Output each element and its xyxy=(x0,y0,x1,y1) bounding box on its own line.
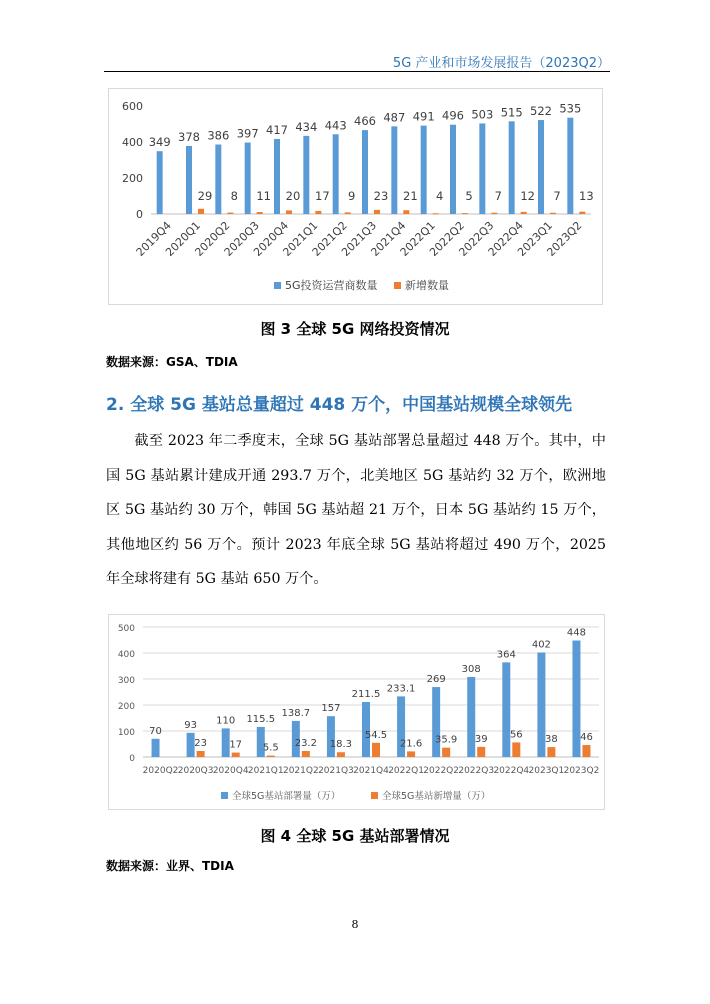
data-label-series1: 110 xyxy=(216,715,236,727)
data-label-series1: 115.5 xyxy=(246,713,276,725)
x-tick-label: 2022Q3 xyxy=(458,766,495,776)
x-tick-label: 2020Q2 xyxy=(192,218,233,259)
bar-2023Q1-series2 xyxy=(547,747,555,757)
chart-5g-operators-svg xyxy=(109,89,602,304)
bar-2020Q2-series1 xyxy=(215,145,221,214)
data-label-series2: 8 xyxy=(230,189,238,203)
x-tick-label: 2021Q3 xyxy=(339,218,380,259)
bar-2021Q1-series2 xyxy=(267,756,275,757)
data-label-series1: 138.7 xyxy=(281,707,311,719)
x-tick-label: 2023Q2 xyxy=(544,218,585,259)
bar-2022Q1-series1 xyxy=(421,126,427,214)
bar-2021Q2-series2 xyxy=(302,751,310,757)
header-rule xyxy=(104,71,610,72)
data-label-series1: 233.1 xyxy=(386,683,416,695)
figure-3-source: 数据来源：GSA、TDIA xyxy=(106,355,238,369)
x-tick-label: 2019Q4 xyxy=(133,218,174,259)
bar-2020Q4-series2 xyxy=(286,210,292,214)
legend-swatch xyxy=(394,282,401,289)
data-label-series1: 522 xyxy=(530,104,552,119)
legend-label: 全球5G基站部署量（万） xyxy=(232,791,341,802)
bar-2022Q4-series1 xyxy=(502,662,510,757)
bar-2022Q3-series1 xyxy=(479,123,485,214)
bar-2022Q2-series2 xyxy=(442,748,450,757)
data-label-series2: 39 xyxy=(474,733,488,745)
bar-2022Q2-series2 xyxy=(462,213,468,214)
data-label-series2: 54.5 xyxy=(364,729,388,741)
x-tick-label: 2020Q4 xyxy=(212,766,249,776)
data-label-series2: 12 xyxy=(520,189,535,203)
data-label-series2: 46 xyxy=(580,732,593,744)
x-tick-label: 2022Q1 xyxy=(388,766,424,776)
bar-2023Q2-series2 xyxy=(582,745,590,757)
data-label-series1: 434 xyxy=(295,119,318,134)
bar-2023Q2-series1 xyxy=(567,118,573,214)
bar-2022Q3-series2 xyxy=(477,747,485,757)
bar-2021Q2-series1 xyxy=(333,134,339,214)
bar-2020Q4-series1 xyxy=(274,139,280,214)
data-label-series2: 35.9 xyxy=(435,734,458,746)
y-tick-label: 200 xyxy=(122,172,143,185)
bar-2020Q4-series2 xyxy=(232,753,240,757)
data-label-series2: 56 xyxy=(509,729,523,741)
data-label-series2: 5.5 xyxy=(262,742,279,754)
x-tick-label: 2020Q1 xyxy=(163,218,204,259)
body-paragraph: 截至 2023 年二季度末，全球 5G 基站部署总量超过 448 万个。其中，中国 5G 基站累计建成开通 293.7 万个，北美地区 5G 基站约 32 万个，欧洲地区 5G 基站约 30 万个，韩国 5G 基站超 21 万个，日本 5G 基站约 15 万个，其他地区约 56 万个。预计 2023 年底全球 5G 基站将超过 490 万个，2025 年全球将建有 5G 基站 650 万个。 xyxy=(106,433,606,587)
bar-2022Q4-series2 xyxy=(512,742,520,757)
data-label-series2: 18.3 xyxy=(329,739,353,751)
legend-swatch xyxy=(371,792,378,799)
bar-2021Q3-series2 xyxy=(337,752,345,757)
data-label-series2: 4 xyxy=(436,189,444,203)
chart-5g-base-stations xyxy=(108,614,605,810)
bar-2021Q3-series2 xyxy=(374,210,380,214)
data-label-series2: 23 xyxy=(194,738,207,750)
y-tick-label: 0 xyxy=(136,208,143,221)
data-label-series2: 29 xyxy=(197,189,213,203)
data-label-series2: 11 xyxy=(256,189,271,203)
bar-2023Q1-series1 xyxy=(538,120,544,214)
y-tick-label: 600 xyxy=(122,100,143,113)
x-tick-label: 2022Q4 xyxy=(485,218,526,259)
bar-2022Q4-series1 xyxy=(509,121,515,214)
data-label-series1: 70 xyxy=(149,725,162,737)
bar-2023Q2-series2 xyxy=(579,212,585,214)
bar-2022Q3-series1 xyxy=(467,677,475,757)
y-tick-label: 400 xyxy=(117,650,135,660)
data-label-series1: 443 xyxy=(324,118,347,133)
x-tick-label: 2021Q1 xyxy=(280,218,321,259)
bar-2022Q1-series2 xyxy=(433,213,439,214)
data-label-series2: 7 xyxy=(494,189,502,203)
data-label-series2: 20 xyxy=(285,189,301,203)
data-label-series2: 38 xyxy=(545,734,558,746)
data-label-series1: 386 xyxy=(207,128,230,143)
data-label-series2: 13 xyxy=(579,189,594,203)
legend-label: 全球5G基站新增量（万） xyxy=(382,791,491,802)
bar-2020Q1-series2 xyxy=(198,209,204,214)
bar-2020Q3-series1 xyxy=(245,143,251,214)
x-tick-label: 2022Q3 xyxy=(456,218,497,259)
legend-swatch xyxy=(221,792,228,799)
bar-2023Q1-series2 xyxy=(550,213,556,214)
legend-label: 新增数量 xyxy=(405,279,449,292)
x-tick-label: 2020Q2 xyxy=(142,766,179,776)
y-tick-label: 100 xyxy=(117,728,135,738)
data-label-series1: 397 xyxy=(236,126,259,141)
data-label-series1: 402 xyxy=(531,639,551,651)
figure-3-caption: 图 3 全球 5G 网络投资情况 xyxy=(260,320,450,338)
x-tick-label: 2020Q3 xyxy=(221,218,262,259)
running-header: 5G 产业和市场发展报告（2023Q2） xyxy=(392,56,610,71)
bar-2021Q4-series1 xyxy=(391,126,397,214)
page-number: 8 xyxy=(351,918,359,931)
bar-2021Q4-series2 xyxy=(372,743,380,757)
data-label-series1: 487 xyxy=(383,110,406,125)
bar-2021Q3-series1 xyxy=(327,716,335,757)
legend-swatch xyxy=(274,282,281,289)
x-tick-label: 2023Q2 xyxy=(563,766,600,776)
bar-2019Q4-series1 xyxy=(157,151,163,214)
figure-4-source: 数据来源：业界、TDIA xyxy=(106,859,234,873)
data-label-series1: 448 xyxy=(566,627,587,639)
bar-2022Q2-series1 xyxy=(432,687,440,757)
bar-2022Q1-series2 xyxy=(407,751,415,757)
data-label-series1: 157 xyxy=(321,703,341,715)
data-label-series1: 93 xyxy=(184,719,197,731)
bar-2021Q4-series2 xyxy=(403,210,409,214)
data-label-series1: 417 xyxy=(266,122,288,137)
bar-2020Q1-series1 xyxy=(186,146,192,214)
data-label-series2: 9 xyxy=(348,189,356,203)
y-tick-label: 500 xyxy=(117,624,135,634)
data-label-series1: 466 xyxy=(354,114,376,129)
x-tick-label: 2020Q4 xyxy=(251,218,292,259)
data-label-series1: 496 xyxy=(442,108,464,123)
x-tick-label: 2020Q3 xyxy=(177,766,214,776)
bar-2021Q1-series1 xyxy=(303,136,309,214)
data-label-series1: 211.5 xyxy=(351,689,381,701)
data-label-series1: 364 xyxy=(496,649,516,661)
data-label-series2: 17 xyxy=(229,739,243,751)
data-label-series1: 515 xyxy=(500,105,523,120)
chart-5g-base-stations-svg xyxy=(109,615,604,809)
y-tick-label: 0 xyxy=(129,754,135,764)
bar-2022Q2-series1 xyxy=(450,125,456,214)
x-tick-label: 2022Q1 xyxy=(397,218,438,259)
x-tick-label: 2022Q2 xyxy=(427,218,468,259)
section-heading: 2. 全球 5G 基站总量超过 448 万个，中国基站规模全球领先 xyxy=(106,395,573,415)
y-tick-label: 200 xyxy=(117,702,135,712)
bar-2021Q3-series1 xyxy=(362,130,368,214)
data-label-series2: 17 xyxy=(315,189,330,203)
bar-2020Q3-series2 xyxy=(257,212,263,214)
data-label-series1: 349 xyxy=(148,135,171,150)
bar-2020Q3-series2 xyxy=(197,751,205,757)
figure-4-caption: 图 4 全球 5G 基站部署情况 xyxy=(260,827,450,845)
data-label-series1: 491 xyxy=(412,109,435,124)
bar-2022Q4-series2 xyxy=(521,212,527,214)
data-label-series1: 269 xyxy=(426,674,446,686)
x-tick-label: 2021Q4 xyxy=(368,218,409,259)
data-label-series1: 535 xyxy=(559,101,582,116)
data-label-series2: 21 xyxy=(403,189,418,203)
x-tick-label: 2021Q3 xyxy=(318,766,354,776)
bar-2020Q2-series1 xyxy=(152,739,160,757)
data-label-series1: 308 xyxy=(461,663,481,675)
x-tick-label: 2022Q4 xyxy=(493,766,530,776)
data-label-series1: 503 xyxy=(471,107,494,122)
bar-2022Q3-series2 xyxy=(491,213,497,214)
bar-2021Q1-series2 xyxy=(315,211,321,214)
x-tick-label: 2021Q1 xyxy=(247,766,284,776)
data-label-series2: 23 xyxy=(373,189,389,203)
data-label-series2: 5 xyxy=(465,189,473,203)
data-label-series2: 7 xyxy=(553,189,561,203)
data-label-series2: 21.6 xyxy=(399,738,423,750)
x-tick-label: 2021Q2 xyxy=(309,218,350,259)
chart-5g-operators xyxy=(108,88,603,305)
x-tick-label: 2023Q1 xyxy=(528,766,565,776)
bar-2021Q2-series2 xyxy=(345,212,351,214)
data-label-series1: 378 xyxy=(178,129,200,144)
x-tick-label: 2021Q4 xyxy=(353,766,389,776)
x-tick-label: 2023Q1 xyxy=(515,218,556,259)
data-label-series2: 23.2 xyxy=(294,737,317,749)
y-tick-label: 300 xyxy=(117,676,135,686)
bar-2020Q2-series2 xyxy=(227,213,233,214)
y-tick-label: 400 xyxy=(122,136,143,149)
x-tick-label: 2022Q2 xyxy=(423,766,460,776)
legend-label: 5G投资运营商数量 xyxy=(285,279,378,292)
x-tick-label: 2021Q2 xyxy=(282,766,319,776)
